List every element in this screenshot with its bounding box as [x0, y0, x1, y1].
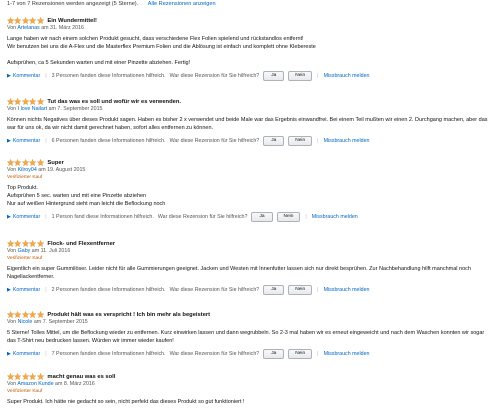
- review-title[interactable]: Produkt hält was es verspricht ! Ich bin mehr als begeistert: [47, 311, 211, 318]
- comment-link[interactable]: Kommentar: [12, 214, 41, 221]
- star-rating[interactable]: [7, 240, 44, 247]
- review-body: Eigentlich ein super Gummilöser. Leider nicht für alle Gummierungen geeignet. Jacken und Westen mit Innenfutter lassen sich nur direkt besprühen. Zur Nachbehandlung hilft manchmal noch Nagellackentferner.: [7, 266, 471, 281]
- helpful-count: 6 Personen fanden diese Informationen hilfreich.: [51, 137, 166, 144]
- star-icon: [14, 17, 21, 24]
- star-icon: [14, 373, 21, 380]
- report-abuse-link[interactable]: Missbrauch melden: [323, 286, 370, 293]
- review-header: [7, 372, 493, 381]
- report-abuse-link[interactable]: Missbrauch melden: [323, 350, 370, 357]
- helpful-no-button[interactable]: Nein: [288, 136, 312, 146]
- review-title[interactable]: Flock- und Flexentferner: [47, 240, 116, 247]
- comment-icon: ▶: [7, 214, 11, 221]
- review-item: [7, 239, 493, 295]
- report-abuse-link[interactable]: Missbrauch melden: [323, 137, 370, 144]
- helpful-count: 3 Personen fanden diese Informationen hilfreich.: [51, 73, 166, 80]
- review-body: Können nichts Negatives über dieses Produkt sagen. Haben es bisher 2 x verwendet und beide Male war das Ergebnis einwandfrei. Bei einem Teil mußten wir einen 2. Durchgang machen, aber das war für uns ok, da wir nicht damit gerechnet haben, sofort alles entfernen zu können.: [7, 117, 488, 132]
- review-header: [7, 16, 493, 25]
- review-title[interactable]: Ein Wundermittel!: [47, 17, 97, 24]
- review-actions: ▶ Kommentar | 1 Person fand diese Informationen hilfreich. War diese Rezension für Sie hilfreich? Ja Nein | Missbrauch melden: [7, 214, 358, 221]
- helpful-no-button[interactable]: Nein: [288, 349, 312, 359]
- helpful-yes-button[interactable]: Ja: [263, 136, 284, 146]
- comment-link[interactable]: Kommentar: [12, 73, 41, 80]
- review-item: [7, 158, 493, 223]
- review-count-text: 1-7 von 7 Rezensionen werden angezeigt (5 Sterne).: [7, 1, 139, 7]
- review-item: [7, 97, 493, 146]
- helpful-count: 7 Personen fanden diese Informationen hilfreich.: [51, 350, 166, 357]
- review-byline: Von Amazon Kunde am 8. März 2016: [7, 381, 95, 387]
- star-icon: [7, 311, 14, 318]
- comment-link[interactable]: Kommentar: [12, 350, 41, 357]
- review-title[interactable]: Tut das was es soll und wofür wir es verwenden.: [47, 98, 181, 105]
- star-icon: [14, 311, 21, 318]
- star-rating[interactable]: [7, 373, 44, 380]
- star-icon: [29, 373, 36, 380]
- review-author[interactable]: Kilroy04: [17, 167, 37, 173]
- review-date: 31. März 2016: [50, 25, 84, 31]
- review-body: Top Produkt. Aufsprühen 5 sec. warten und mit eine Pinzette abziehen Nur auf weißen Hintergrund sieht man leicht die Beflockung noch: [7, 185, 166, 208]
- review-author[interactable]: Amazon Kunde: [17, 381, 54, 387]
- star-icon: [37, 159, 44, 166]
- star-rating[interactable]: [7, 98, 44, 105]
- review-body: Lange haben wir nach einem solchen Produkt gesucht, dass verschiedene Flex Folien spielend und rückstandlos entfernt! Wir benutzen bei uns die A-Flex und die Masterflex Premium Folien und die Ablösung ist einfach und komplett ohne Klebereste Aufsprühen, ca 5 Sekunden warten und mit einer Pinzette abziehen. Fertig!: [7, 36, 316, 67]
- report-abuse-link[interactable]: Missbrauch melden: [323, 73, 370, 80]
- comment-icon: ▶: [7, 73, 11, 80]
- star-icon: [29, 98, 36, 105]
- review-header: [7, 97, 493, 106]
- review-byline: Von Gaby am 11. Juli 2016: [7, 248, 71, 254]
- star-icon: [7, 240, 14, 247]
- review-item: [7, 310, 493, 359]
- star-rating[interactable]: [7, 159, 44, 166]
- helpful-yes-button[interactable]: Ja: [263, 349, 284, 359]
- verified-purchase-badge: Verifizierter Kauf: [7, 256, 43, 261]
- star-icon: [14, 98, 21, 105]
- star-icon: [14, 240, 21, 247]
- review-byline: Von Artelanas am 31. März 2016: [7, 25, 84, 31]
- review-body: Super Produkt. Ich hätte nie gedacht so sein, nicht perfekt das dieses Produkt so gut funktioniert !: [7, 399, 245, 405]
- report-abuse-link[interactable]: Missbrauch melden: [311, 214, 358, 221]
- star-rating[interactable]: [7, 311, 44, 318]
- comment-link[interactable]: Kommentar: [12, 286, 41, 293]
- star-icon: [22, 159, 29, 166]
- review-date: 11. Juli 2016: [40, 248, 71, 254]
- star-icon: [29, 17, 36, 24]
- comment-link[interactable]: Kommentar: [12, 137, 41, 144]
- star-icon: [29, 240, 36, 247]
- review-header: [7, 239, 493, 248]
- review-author[interactable]: Nicole: [17, 319, 33, 325]
- helpful-count: 2 Personen fanden diese Informationen hilfreich.: [51, 286, 166, 293]
- review-title[interactable]: macht genau was es soll: [47, 373, 116, 380]
- comment-icon: ▶: [7, 137, 11, 144]
- star-icon: [37, 311, 44, 318]
- star-icon: [22, 311, 29, 318]
- comment-icon: ▶: [7, 286, 11, 293]
- review-item: [7, 372, 493, 406]
- star-icon: [22, 17, 29, 24]
- review-item: [7, 16, 493, 82]
- verified-purchase-badge: Verifizierter Kauf: [7, 175, 43, 180]
- helpful-yes-button[interactable]: Ja: [251, 212, 272, 222]
- review-actions: ▶ Kommentar | 6 Personen fanden diese Informationen hilfreich. War diese Rezension für Sie hilfreich? Ja Nein | Missbrauch melden: [7, 137, 370, 144]
- star-icon: [29, 159, 36, 166]
- star-icon: [22, 240, 29, 247]
- helpful-question: War diese Rezension für Sie hilfreich?: [157, 214, 248, 221]
- star-icon: [14, 159, 21, 166]
- star-icon: [29, 311, 36, 318]
- review-header: [7, 310, 493, 319]
- star-icon: [7, 159, 14, 166]
- star-icon: [22, 98, 29, 105]
- review-author[interactable]: Artelanas: [17, 25, 40, 31]
- helpful-question: War diese Rezension für Sie hilfreich?: [169, 350, 260, 357]
- review-header: [7, 158, 493, 167]
- review-date: 8. März 2016: [63, 381, 95, 387]
- helpful-no-button[interactable]: Nein: [288, 71, 312, 81]
- review-date: 19. August 2015: [47, 167, 86, 173]
- helpful-no-button[interactable]: Nein: [288, 285, 312, 295]
- star-icon: [7, 98, 14, 105]
- star-icon: [37, 373, 44, 380]
- star-icon: [37, 17, 44, 24]
- star-rating[interactable]: [7, 17, 44, 24]
- helpful-question: War diese Rezension für Sie hilfreich?: [169, 73, 260, 80]
- review-author[interactable]: I love Nailart: [17, 106, 48, 112]
- star-icon: [7, 17, 14, 24]
- verified-purchase-badge: Verifizierter Kauf: [7, 389, 43, 394]
- star-icon: [7, 373, 14, 380]
- star-icon: [22, 373, 29, 380]
- review-byline: Von I love Nailart am 7. September 2015: [7, 106, 103, 112]
- helpful-yes-button[interactable]: Ja: [263, 71, 284, 81]
- review-byline: Von Nicole am 7. September 2015: [7, 319, 88, 325]
- comment-icon: ▶: [7, 350, 11, 357]
- helpful-count: 1 Person fand diese Informationen hilfreich.: [51, 214, 154, 221]
- review-date: 7. September 2015: [42, 319, 88, 325]
- star-icon: [37, 98, 44, 105]
- helpful-question: War diese Rezension für Sie hilfreich?: [169, 137, 260, 144]
- review-body: 5 Sterne! Tolles Mittel, um die Beflockung wieder zu entfernen. Kurz einwirken lassen und dann wegrubbeln. So 2-3 mal haben wir es erneut eingeweicht und nach dem Waschen konnten wir sogar das T-Shirt neu bedrucken lassen. Würden wir immer wieder kaufen!: [7, 330, 485, 345]
- star-icon: [37, 240, 44, 247]
- review-title[interactable]: Super: [47, 159, 64, 166]
- review-author[interactable]: Gaby: [17, 248, 31, 254]
- review-actions: ▶ Kommentar | 7 Personen fanden diese Informationen hilfreich. War diese Rezension für Sie hilfreich? Ja Nein | Missbrauch melden: [7, 350, 370, 357]
- review-date: 7. September 2015: [57, 106, 103, 112]
- helpful-question: War diese Rezension für Sie hilfreich?: [169, 286, 260, 293]
- review-byline: Von Kilroy04 am 19. August 2015: [7, 167, 86, 173]
- review-actions: ▶ Kommentar | 3 Personen fanden diese Informationen hilfreich. War diese Rezension für Sie hilfreich? Ja Nein | Missbrauch melden: [7, 73, 370, 80]
- reviews-summary: [7, 1, 216, 7]
- helpful-no-button[interactable]: Nein: [277, 212, 301, 222]
- helpful-yes-button[interactable]: Ja: [263, 285, 284, 295]
- all-reviews-link[interactable]: Alle Rezensionen anzeigen: [147, 1, 216, 7]
- review-actions: ▶ Kommentar | 2 Personen fanden diese Informationen hilfreich. War diese Rezension für Sie hilfreich? Ja Nein | Missbrauch melden: [7, 286, 370, 293]
